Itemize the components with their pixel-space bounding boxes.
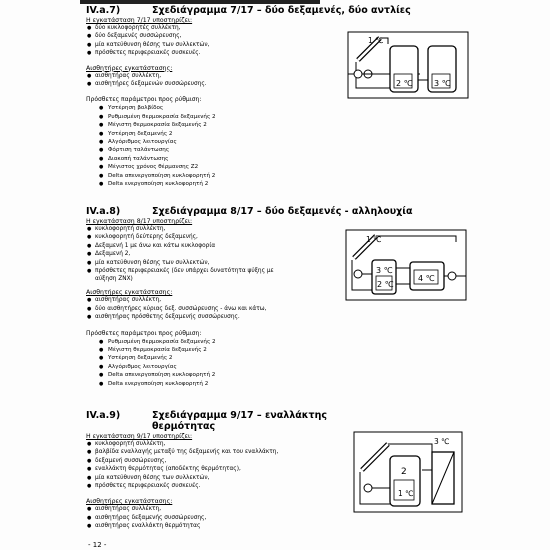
list-item: ● μία κατεύθυνση θέσης των συλλεκτών, <box>95 474 466 482</box>
list-item: ● αισθητήρας πρόσθετης δεξαμενής συσσώρευσης. <box>95 313 466 321</box>
section-7-supports-label: Η εγκατάσταση 7/17 υποστηρίζει: <box>86 17 193 24</box>
diagram-9-label-1: 1 ℃ <box>398 489 414 498</box>
section-7-heading <box>86 5 466 16</box>
section-8-params-list <box>86 338 466 388</box>
list-item: ● Δεξαμενή 1 με άνω και κάτω κυκλοφορία <box>95 242 466 250</box>
section-8-supports-continuation: αύξηση ΖΝΧ) <box>95 276 133 283</box>
diagram-9-label-2: 2 <box>401 467 407 477</box>
list-item: ● πρόσθετες περιφερειακές συσκευές. <box>95 482 466 490</box>
section-7-title: Σχεδιάγραμμα 7/17 – δύο δεξαμενές, δύο αντλίες <box>152 5 411 16</box>
section-7-number: IV.a.7) <box>86 5 121 16</box>
list-item: ● αισθητήρας εναλλάκτη θερμότητας <box>95 522 466 530</box>
list-item: ● Υστέρηση δεξαμενής 2 <box>108 354 466 362</box>
list-item: ● Φόρτιση ταλάντωσης <box>108 146 466 154</box>
section-9-heading <box>86 410 466 421</box>
list-item: ● Delta απενεργοποίηση κυκλοφορητή 2 <box>108 172 466 180</box>
section-7-sensors-label: Αισθητήρες εγκατάστασης: <box>86 64 173 72</box>
list-item: ● αισθητήρες δεξαμενών συσσώρευσης. <box>95 80 466 88</box>
section-8-title: Σχεδιάγραμμα 8/17 – δύο δεξαμενές - αλληλουχία <box>152 206 413 217</box>
section-9-sensors-label: Αισθητήρες εγκατάστασης: <box>86 498 173 506</box>
header-band <box>80 0 320 4</box>
list-item: ● κυκλοφορητή δεύτερης δεξαμενής, <box>95 233 466 241</box>
list-item: ● Delta απενεργοποίηση κυκλοφορητή 2 <box>108 371 466 379</box>
list-item: ● αισθητήρας συλλέκτη, <box>95 505 466 513</box>
section-8-number: IV.a.8) <box>86 206 121 217</box>
list-item: ● Delta ενεργοποίηση κυκλοφορητή 2 <box>108 380 466 388</box>
list-item: ● Υστέρηση βολβίδος <box>108 104 466 112</box>
list-item: ● αισθητήρας συλλέκτη, <box>95 72 466 80</box>
list-item: ● Ρυθμισμένη θερμοκρασία δεξαμενής 2 <box>108 113 466 121</box>
list-item: ● δύο δεξαμενές συσσώρευσης, <box>95 32 466 40</box>
list-item: ● πρόσθετες περιφερειακές (δεν υπάρχει δυνατότητα ψύξης με <box>95 267 466 275</box>
list-item: ● κυκλοφορητή συλλέκτη, <box>95 440 466 448</box>
diagram-8-label-1: 1 ℃ <box>366 235 382 244</box>
list-item: ● Μέγιστη θερμοκρασία δεξαμενής 2 <box>108 346 466 354</box>
diagram-9-label-3: 3 ℃ <box>434 437 450 446</box>
list-item: ● Υστέρηση δεξαμενής 2 <box>108 130 466 138</box>
diagram-7-label-2: 2 ℃ <box>396 79 413 88</box>
section-7-params-list <box>86 104 466 188</box>
list-item: ● Αλγόριθμος λειτουργίας <box>108 363 466 371</box>
list-item: ● μία κατεύθυνση θέσης των συλλεκτών, <box>95 41 466 49</box>
list-item: ● Μέγιστη θερμοκρασία δεξαμενής 2 <box>108 121 466 129</box>
list-item: ● δεξαμενή συσσώρευσης, <box>95 457 466 465</box>
list-item: ● Διακοπή ταλάντωσης <box>108 155 466 163</box>
diagram-8-schematic <box>344 228 468 302</box>
diagram-7-label-1: 1 ℃ <box>368 36 384 45</box>
section-8-params-label: Πρόσθετες παράμετροι προς ρύθμιση: <box>86 329 202 337</box>
list-item: ● κυκλοφορητή συλλέκτη, <box>95 225 466 233</box>
page-number: - 12 - <box>88 541 107 549</box>
list-item: ● Δεξαμενή 2, <box>95 250 466 258</box>
section-9-number: IV.a.9) <box>86 410 121 421</box>
section-8-heading <box>86 206 466 217</box>
list-item: ● μία κατεύθυνση θέσης των συλλεκτών, <box>95 259 466 267</box>
section-9-supports-label: Η εγκατάσταση 9/17 υποστηρίζει: <box>86 433 193 440</box>
diagram-8-label-3: 3 ℃ <box>376 266 393 275</box>
list-item: ● Ρυθμισμένη θερμοκρασία δεξαμενής 2 <box>108 338 466 346</box>
section-7-params-label: Πρόσθετες παράμετροι προς ρύθμιση: <box>86 96 202 104</box>
section-9-title-line2: θερμότητας <box>152 421 216 432</box>
list-item: ● Αλγόριθμος λειτουργίας <box>108 138 466 146</box>
diagram-7-label-3: 3 ℃ <box>434 79 451 88</box>
list-item: ● αισθητήρας συλλέκτη, <box>95 296 466 304</box>
list-item: ● εναλλάκτη θερμότητας (αποδέκτης θερμότητας), <box>95 465 466 473</box>
list-item: ● αισθητήρας δεξαμενής συσσώρευσης, <box>95 514 466 522</box>
diagram-8-label-2: 2 ℃ <box>377 280 394 289</box>
list-item: ● βαλβίδα εναλλαγής μεταξύ της δεξαμενής και του εναλλάκτη, <box>95 448 466 456</box>
list-item: ● πρόσθετες περιφερειακές συσκευές. <box>95 49 466 57</box>
list-item: ● Μέγιστος χρόνος θέρμανσης Z2 <box>108 163 466 171</box>
list-item: ● Delta ενεργοποίηση κυκλοφορητή 2 <box>108 180 466 188</box>
list-item: ● δύο κυκλοφορητές συλλέκτη, <box>95 24 466 32</box>
section-8-sensors-label: Αισθητήρες εγκατάστασης: <box>86 289 173 297</box>
section-8-supports-label: Η εγκατάσταση 8/17 υποστηρίζει: <box>86 218 193 225</box>
diagram-8-label-4: 4 ℃ <box>418 274 435 283</box>
diagram-9-schematic <box>352 430 464 514</box>
section-9-title: Σχεδιάγραμμα 9/17 – εναλλάκτης <box>152 410 327 421</box>
list-item: ● δύο αισθητήρες κύριας δεξ. συσσώρευσης - άνω και κάτω, <box>95 305 466 313</box>
diagram-7-schematic <box>346 30 470 100</box>
